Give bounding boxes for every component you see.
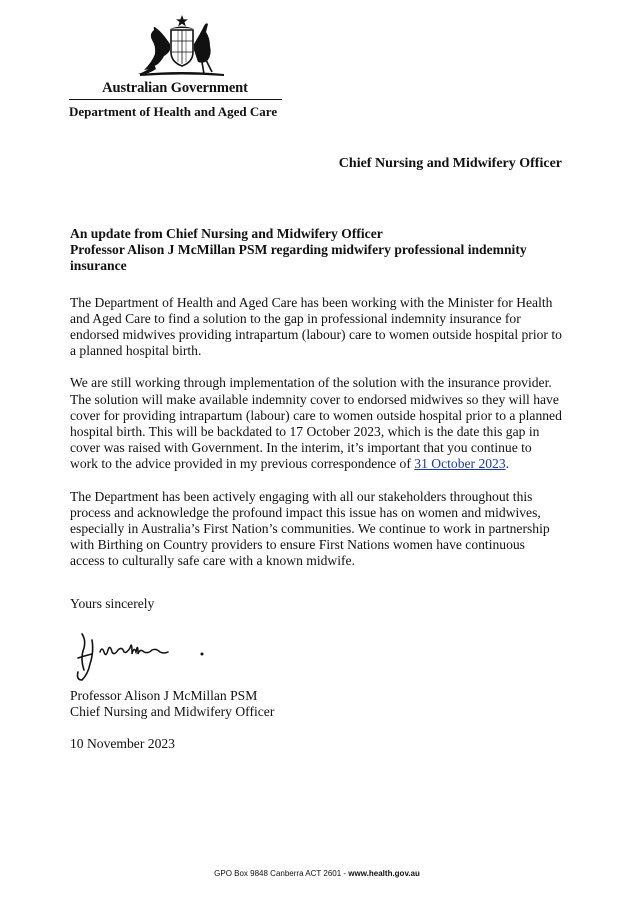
- footer: [0, 869, 634, 878]
- letter-date: 10 November 2023: [70, 736, 175, 752]
- paragraph-3: The Department has been actively engaging with all our stakeholders throughout this process and acknowledge the profound impact this issue has on women and midwives, especially in Australia’s First Nation’s communities. We continue to work in partnership with Birthing on Country providers to ensure First Nations women have continuous access to culturally safe care with a known midwife.: [70, 488, 550, 569]
- letterhead-divider: [69, 99, 282, 100]
- letter-body: [70, 226, 562, 768]
- closing-salutation: Yours sincerely: [70, 595, 155, 611]
- department-name: Department of Health and Aged Care: [69, 104, 278, 119]
- correspondence-link[interactable]: 31 October 2023: [414, 456, 506, 472]
- letter-subject: [70, 226, 562, 275]
- subject-line-1: An update from Chief Nursing and Midwifery Officer: [70, 226, 383, 241]
- paragraph-1: The Department of Health and Aged Care has been working with the Minister for Health and Aged Care to find a solution to the gap in professional indemnity insurance for endorsed midwives providing intrapartum (labour) care to women outside hospital prior to a planned hospital birth.: [70, 294, 562, 359]
- footer-website[interactable]: www.health.gov.au: [348, 869, 420, 878]
- subject-line-2: Professor Alison J McMillan PSM regarding midwifery professional indemnity insurance: [70, 242, 527, 274]
- handwritten-signature: [70, 628, 220, 684]
- government-name: Australian Government: [102, 80, 248, 96]
- signature-block: [70, 688, 562, 720]
- paragraph-2-text: We are still working through implementation of the solution with the insurance provider. The solution will make available indemnity cover to endorsed midwives so they will have cover for providing intrapartum (labour) care to women outside hospital prior to a planned hospital birth. This will be backdated to 17 October 2023, which is the date this gap in cover was raised with Government. In the interim, it’s important that you continue to work to the advice provided in my previous correspondence of: [70, 375, 562, 472]
- footer-address: GPO Box 9848 Canberra ACT 2601 -: [214, 869, 349, 878]
- paragraph-2: [70, 375, 562, 472]
- coat-of-arms-logo: [134, 14, 230, 78]
- signatory-title: Chief Nursing and Midwifery Officer: [70, 704, 275, 720]
- office-title: Chief Nursing and Midwifery Officer: [338, 156, 562, 171]
- paragraph-2-end: .: [505, 456, 510, 472]
- signatory-name: Professor Alison J McMillan PSM: [70, 687, 258, 703]
